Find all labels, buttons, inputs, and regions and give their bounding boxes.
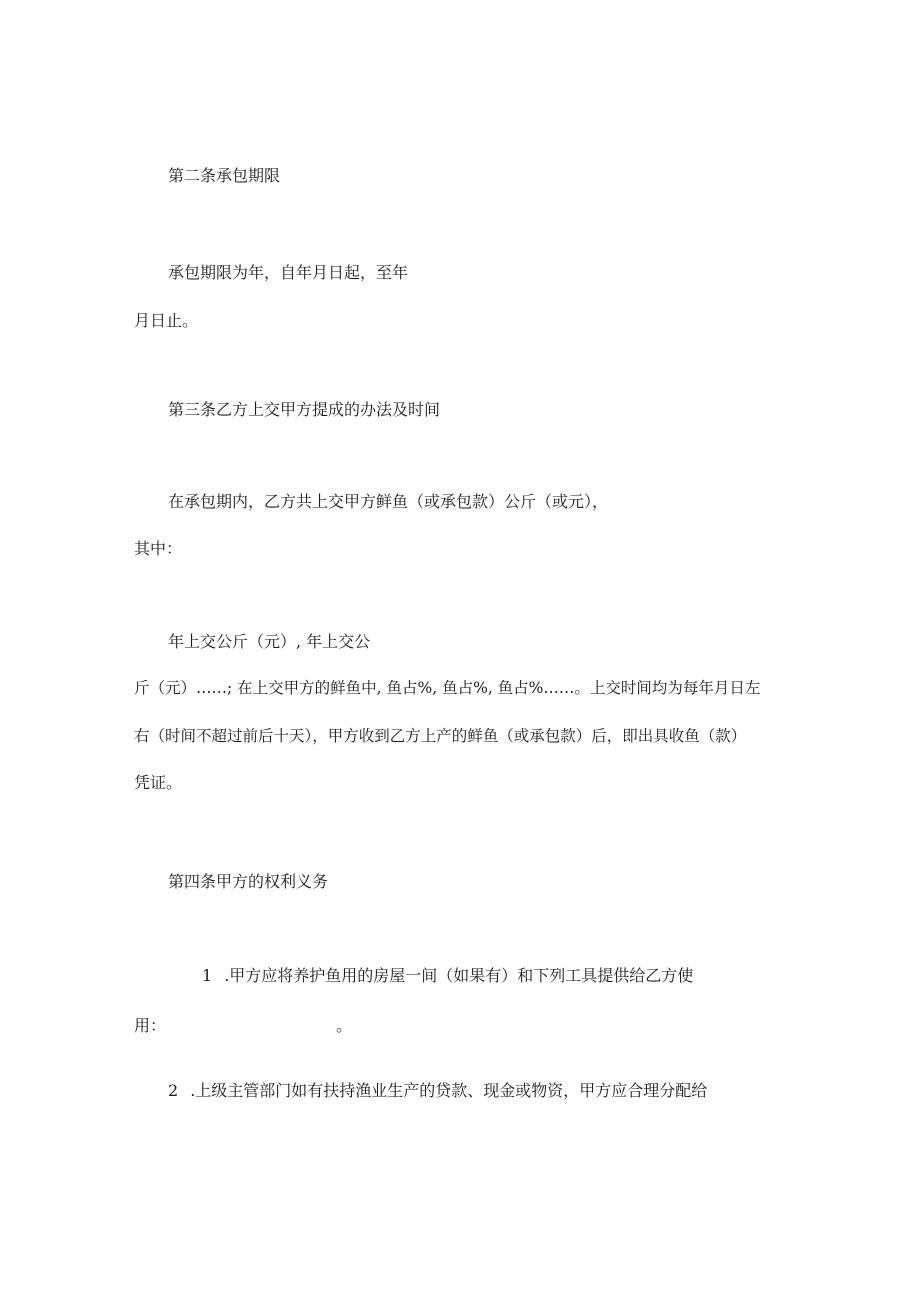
- article-3-paragraph-1-line-1: 在承包期内，乙方共上交甲方鲜鱼（或承包款）公斤（或元），: [168, 492, 609, 511]
- article-3-paragraph-2-line-4: 凭证。: [134, 773, 183, 792]
- item-2-number: 2: [168, 1081, 179, 1100]
- article-4-item-1-line-1: [202, 966, 693, 986]
- article-4-item-1-line-2: [134, 1016, 352, 1036]
- article-3-paragraph-2-line-1: 年上交公斤（元）, 年上交公: [168, 632, 371, 651]
- article-2-text-line-2: 月日止。: [134, 311, 199, 330]
- article-3-heading: 第三条乙方上交甲方提成的办法及时间: [168, 400, 441, 419]
- item-1-line-2-suffix: 。: [336, 1016, 353, 1035]
- article-4-heading: 第四条甲方的权利义务: [168, 872, 329, 891]
- item-1-line-2-prefix: 用：: [134, 1016, 167, 1035]
- item-1-number: 1: [202, 966, 213, 985]
- article-4-item-2-line-1: [168, 1081, 707, 1101]
- article-2-heading: 第二条承包期限: [168, 166, 281, 185]
- item-2-text: .上级主管部门如有扶持渔业生产的贷款、现金或物资，甲方应合理分配给: [190, 1081, 708, 1100]
- article-3-paragraph-2-line-2: 斤（元）……; 在上交甲方的鲜鱼中, 鱼占%, 鱼占%, 鱼占%……。上交时间均为每年月日左: [134, 679, 761, 697]
- article-3-paragraph-2-line-3: 右（时间不超过前后十天），甲方收到乙方上产的鲜鱼（或承包款）后，即出具收鱼（款）: [134, 727, 747, 745]
- article-2-text-line-1: 承包期限为年，自年月日起，至年: [168, 263, 409, 282]
- article-3-paragraph-1-line-2: 其中：: [134, 539, 183, 558]
- item-1-text: .甲方应将养护鱼用的房屋一间（如果有）和下列工具提供给乙方使: [224, 966, 694, 985]
